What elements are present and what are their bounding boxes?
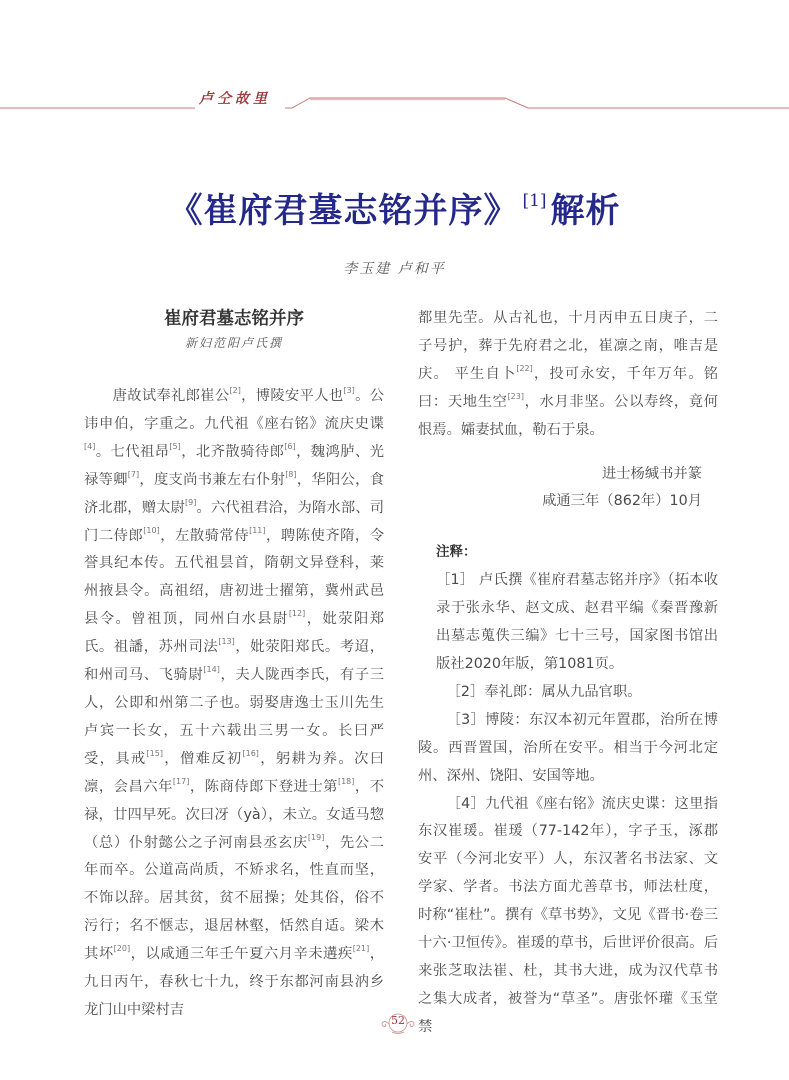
body-text: ，聘陈使齐隋，令誉具纪本传。五代祖昙首，隋朝文异登科，莱州掖县令。高祖绍，唐初进士擢第，冀州武邑县令。曾祖顶，同州白水县尉 <box>84 527 385 628</box>
body-text: ，妣荥阳郑氏。考迢，和州司马、飞骑尉 <box>84 639 385 684</box>
body-text: ，躬耕为养。次曰凛，会昌六年 <box>84 750 385 795</box>
header-rule <box>0 85 789 115</box>
body-text: 。六代祖君洽，为隋水部、司门二侍郎 <box>84 499 385 544</box>
article-title-tail: 解析 <box>550 191 621 231</box>
body-text: ，先公二年而卒。公道高尚质，不矫求名，性直而坚，不饰以辞。居其贫，贫不屈操；处其俗，俗不污行；名不惬志，退居林壑，恬然自适。梁木其坏 <box>84 834 385 963</box>
footnote-ref[interactable]: [20] <box>113 944 131 954</box>
footnote-ref[interactable]: [13] <box>218 637 235 647</box>
body-text: ，北齐散骑待郎 <box>180 443 285 460</box>
footnote-ref[interactable]: [10] <box>143 525 160 535</box>
footnote-ref[interactable]: [4] <box>84 441 96 451</box>
body-text: 。七代祖昂 <box>95 443 170 460</box>
body-text: 。公讳申伯，字重之。九代祖《座右铭》流庆史谍 <box>84 388 385 432</box>
right-column <box>418 305 718 1042</box>
note-item: ［1］ 卢氏撰《崔府君墓志铭并序》（拓本收录于张永华、赵文成、赵君平编《秦晋豫新出墓志蒐佚三编》七十三号，国家图书馆出版社2020年版，第1081页。 <box>436 572 718 672</box>
page-number: 52 <box>391 1014 405 1027</box>
footnote-ref[interactable]: [3] <box>343 386 355 395</box>
note-item: ［4］九代祖《座右铭》流庆史谍：这里指东汉崔瑗。崔瑗（77-142年），字子玉，涿郡安平（今河北安平）人，东汉著名书法家、文学家、学者。书法方面尤善草书，师法杜度，时称“崔杜”。撰有《草书势》，文见《晋书·卷三十六·卫恒传》。崔瑗的草书，后世评价很高。后来张芝取法崔、杜，其书大进，成为汉代草书之集大成者，被誉为“草圣”。唐张怀瓘《玉堂禁 <box>418 795 718 1035</box>
body-text: 唐故试奉礼郎崔公 <box>112 388 230 404</box>
body-text: ，不禄，廿四早死。次曰冴（yà），未立。女适马惣（总）仆射懿公之子河南县丞玄庆 <box>84 778 385 851</box>
body-text: ，妣荥阳郑氏。祖譒，苏州司法 <box>84 611 385 656</box>
article-authors: 李玉建 卢和平 <box>343 261 446 277</box>
work-author: 新妇范阳卢氏撰 <box>184 336 283 350</box>
footnote-ref[interactable]: [8] <box>285 469 297 479</box>
work-title: 崔府君墓志铭并序 <box>164 309 304 329</box>
body-text: ，夫人陇西李氏，有子三人，公即和州第二子也。弱娶唐逸士玉川先生卢宾一长女，五十六载出三男一女。长曰严受，具戒 <box>84 667 385 767</box>
body-text: ，博陵安平人也 <box>240 388 344 404</box>
footnote-ref[interactable]: [11] <box>249 525 266 535</box>
epitaph-body-continued <box>418 305 718 445</box>
footnote-ref[interactable]: [23] <box>507 391 524 401</box>
footnote-ref[interactable]: [6] <box>284 441 296 451</box>
body-text: ，以咸通三年壬午夏六月辛未遘疾 <box>130 946 353 963</box>
footnote-ref[interactable]: [5] <box>169 441 181 451</box>
footnote-ref[interactable]: [22] <box>516 363 533 373</box>
footnote-ref[interactable]: [21] <box>352 944 370 954</box>
footnote-ref[interactable]: [12] <box>288 609 306 619</box>
footnote-ref[interactable]: [9] <box>185 497 197 507</box>
note-item: ［3］博陵：东汉本初元年置郡，治所在博陵。西晋置国，治所在安平。相当于今河北定州、深州、饶阳、安国等地。 <box>418 711 718 784</box>
body-text: ，左散骑常侍 <box>159 527 250 544</box>
title-footnote-ref[interactable]: [1] <box>522 191 547 211</box>
notes-heading: 注释： <box>436 544 477 561</box>
footnote-ref[interactable]: [18] <box>337 776 355 786</box>
body-text: ，水月非坚。公以寿终，竟何恨焉。孀妻拭血，勒石于泉。 <box>418 393 719 438</box>
left-column <box>84 305 384 1025</box>
body-text: ，度支尚书兼左右仆射 <box>139 471 286 488</box>
note-item: ［2］奉礼郎：属从九品官职。 <box>446 683 642 700</box>
footnote-ref[interactable]: [2] <box>229 386 241 395</box>
article-title <box>0 183 789 232</box>
body-text: ，魏鸿胪、光禄等卿 <box>84 443 385 488</box>
body-text: ，僧难反初 <box>162 750 243 767</box>
body-text: ，九日丙午，春秋七十九，终于东都河南县汭乡龙门山中梁村吉 <box>84 946 385 1018</box>
footnote-ref[interactable]: [19] <box>307 832 325 842</box>
section-label: 卢仝故里 <box>197 88 273 108</box>
calligrapher-line: 进士杨缄书并篆 <box>601 465 702 482</box>
footnote-ref[interactable]: [16] <box>242 748 259 758</box>
body-text: ，华阳公，食济北郡，赠太尉 <box>84 471 385 516</box>
footnote-ref[interactable]: [17] <box>172 776 190 786</box>
epitaph-body <box>84 383 384 1025</box>
footnote-ref[interactable]: [7] <box>127 469 140 479</box>
footnote-ref[interactable]: [15] <box>146 748 163 758</box>
footnote-ref[interactable]: [14] <box>203 665 220 675</box>
body-text: ，投可永安，千年万年。铭曰：天地生空 <box>418 365 719 410</box>
date-line: 咸通三年（862年）10月 <box>542 493 702 510</box>
article-title-main: 《崔府君墓志铭并序》 <box>168 191 519 231</box>
body-text: ，陈商侍郎下登进士第 <box>189 778 338 795</box>
body-text: 都里先茔。从古礼也，十月丙申五日庚子，二子号护，葬于先府君之北，崔凛之南，唯吉是庆。 平生自卜 <box>418 310 718 382</box>
